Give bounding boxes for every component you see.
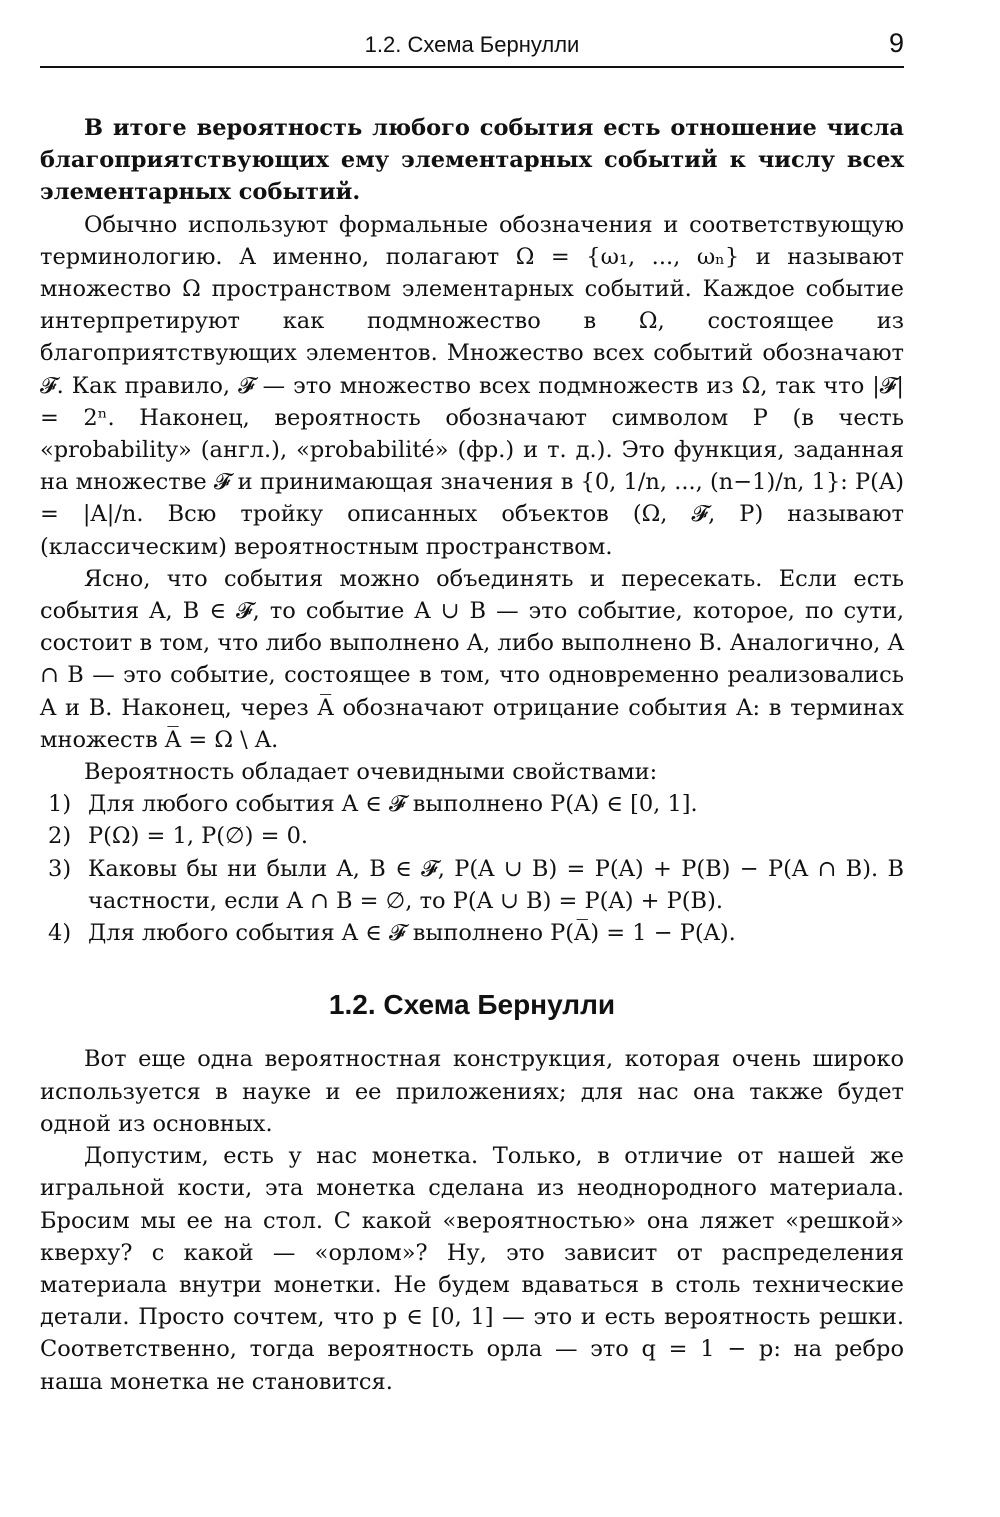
list-text: P(Ω) = 1, P(∅) = 0. <box>88 823 309 850</box>
page-number: 9 <box>888 28 904 58</box>
list-number: 3) <box>48 855 72 882</box>
paragraph: Обычно используют формальные обозначения и соответствующую терминологию. А именно, полагают Ω = {ω₁, ..., ωₙ} и называют множество Ω пространством элементарных событий. Каждое событие интерпретируют как подмножество в Ω, состоящее из благоприятствующих элементов. Множество всех событий обозначают 𝓕. Как правило, 𝓕 — это множество всех подмножеств из Ω, так что |𝓕| = 2ⁿ. Наконец, вероятность обозначают символом P (в честь «probability» (англ.), «probabilité» (фр.) и т. д.). Это функция, заданная на множестве 𝓕 и принимающая значения в {0, 1/n, ..., (n−1)/n, 1}: P(A) = |A|/n. Всю тройку описанных объектов (Ω, 𝓕, P) называют (классическим) вероятностным пространством. <box>40 211 904 560</box>
paragraph: Вот еще одна вероятностная конструкция, которая очень широко используется в науке и ее приложениях; для нас она также будет одной из основных. <box>40 1046 904 1137</box>
paragraph: Вероятность обладает очевидными свойствами: <box>84 759 658 786</box>
list-number: 2) <box>48 823 72 850</box>
running-title: 1.2. Схема Бернулли <box>364 32 580 57</box>
list-item <box>40 917 904 949</box>
section-title: 1.2. Схема Бернулли <box>328 989 616 1021</box>
list-number: 4) <box>48 920 72 947</box>
properties-list <box>40 788 904 949</box>
paragraph: Ясно, что события можно объединять и пересекать. Если есть события A, B ∈ 𝓕, то событие A ∪ B — это событие, которое, по сути, состоит в том, что либо выполнено A, либо выполнено B. Аналогично, A ∩ B — это событие, состоящее в том, что одновременно реализовались A и B. Наконец, через A̅ обозначают отрицание события A: в терминах множеств A̅ = Ω \ A. <box>40 565 904 753</box>
page-body <box>40 112 904 1398</box>
list-item <box>40 820 904 852</box>
list-text: Каковы бы ни были A, B ∈ 𝓕, P(A ∪ B) = P(A) + P(B) − P(A ∩ B). В частности, если A ∩ B = ∅, то P(A ∪ B) = P(A) + P(B). <box>88 855 904 914</box>
paragraph: Допустим, есть у нас монетка. Только, в отличие от нашей же игральной кости, эта монетка сделана из неоднородного материала. Бросим мы ее на стол. С какой «вероятностью» она ляжет «решкой» кверху? с какой — «орлом»? Ну, это зависит от распределения материала внутри монетки. Не будем вдаваться в столь технические детали. Просто сочтем, что p ∈ [0, 1] — это и есть вероятность решки. Соответственно, тогда вероятность орла — это q = 1 − p: на ребро наша монетка не становится. <box>40 1143 904 1395</box>
list-item <box>40 853 904 917</box>
list-text: Для любого события A ∈ 𝓕 выполнено P(A̅) = 1 − P(A). <box>88 920 736 947</box>
list-item <box>40 788 904 820</box>
page-header <box>40 28 904 68</box>
paragraph: В итоге вероятность любого события есть отношение числа благоприятствующих ему элементарных событий к числу всех элементарных событий. <box>40 115 904 206</box>
list-number: 1) <box>48 791 72 818</box>
list-text: Для любого события A ∈ 𝓕 выполнено P(A) ∈ [0, 1]. <box>88 791 698 818</box>
